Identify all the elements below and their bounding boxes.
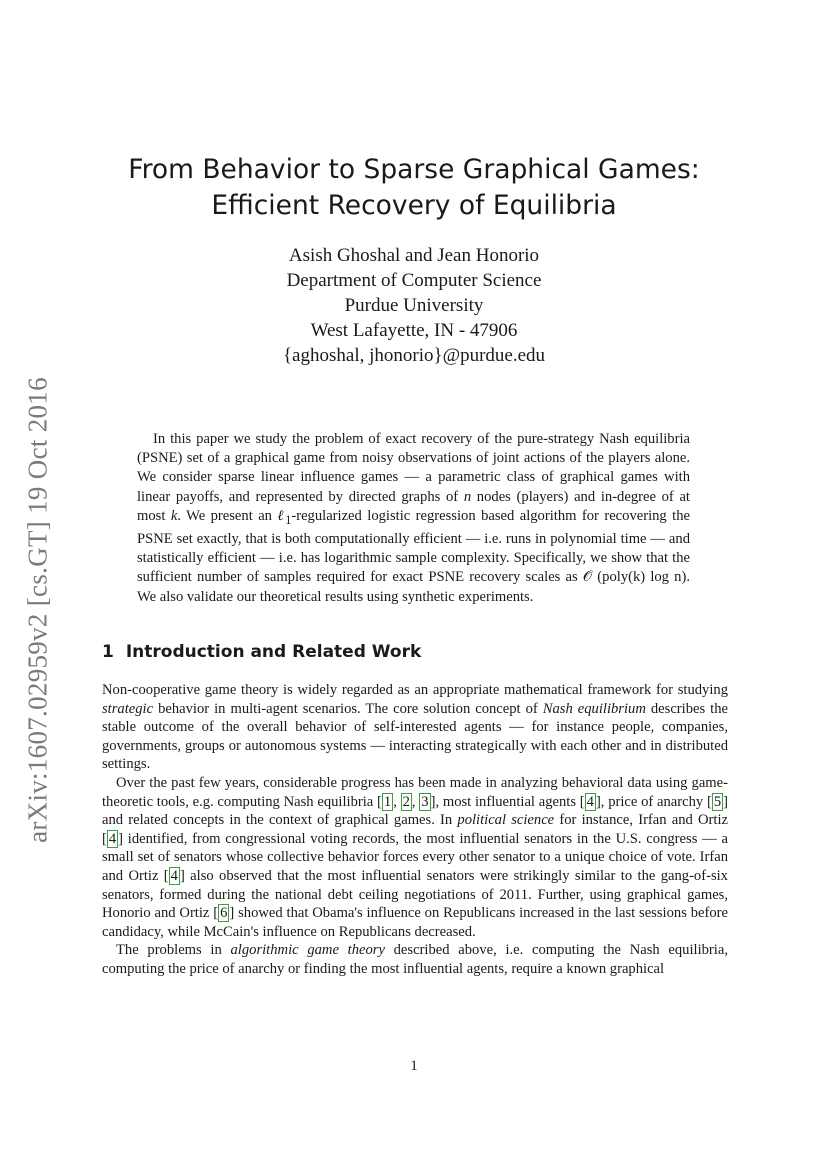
section-heading: [102, 642, 421, 662]
department: Department of Computer Science: [286, 270, 542, 291]
citation-link[interactable]: 4: [586, 793, 594, 810]
title-line-1: From Behavior to Sparse Graphical Games:: [128, 154, 700, 185]
paper-title: [0, 152, 828, 224]
title-line-2: Efficient Recovery of Equilibria: [211, 190, 617, 221]
math-complexity: 𝒪 (poly(k) log n): [582, 569, 687, 586]
citation-link[interactable]: 2: [402, 793, 410, 810]
section-title: Introduction and Related Work: [125, 642, 422, 662]
paragraph-2: [102, 774, 728, 941]
abstract-text: . We present an: [177, 507, 278, 524]
text: ], most influential agents [: [430, 793, 585, 810]
text: behavior in multi-agent scenarios. The core solution concept of: [153, 700, 543, 717]
citation-link[interactable]: 3: [421, 793, 429, 810]
math-n: n: [463, 488, 472, 505]
emphasis: Nash equilibrium: [542, 700, 646, 717]
citation-link[interactable]: 1: [383, 793, 392, 810]
section-number: 1: [102, 642, 114, 662]
math-ell-subscript: 1: [285, 512, 292, 527]
citation-link[interactable]: 5: [713, 793, 722, 810]
paragraph-1: [102, 681, 728, 774]
math-k: k: [170, 507, 178, 524]
paragraph-3: [102, 941, 728, 978]
text: for instance, Irfan and Ortiz [: [102, 812, 729, 847]
text: ,: [393, 793, 401, 810]
citation-link[interactable]: 4: [108, 830, 117, 847]
citation-link[interactable]: 6: [220, 905, 228, 922]
page-number: 1: [410, 1058, 418, 1074]
text: Non-cooperative game theory is widely regarded as an appropriate mathematical framework for studying: [102, 682, 728, 698]
abstract-text: . We also validate our theoretical results using synthetic experiments.: [137, 569, 690, 605]
arxiv-identifier: arXiv:1607.02959v2 [cs.GT] 19 Oct 2016: [22, 377, 53, 843]
abstract-text: -regularized logistic regression based algorithm for recovering the PSNE set exactly, that is both computationally efficient — i.e. runs in polynomial time — and statistically efficient — i.e. has logarithmic sample complexity. Specifically, we show that the sufficient number of samples required for exact PSNE recovery scales as: [137, 507, 690, 586]
text: ] also observed that the most influential senators were strikingly similar to the gang-of-six senators, formed during the national debt ceiling negotiations of 2011. Further, using graphical games, Honorio and Ortiz [: [102, 867, 728, 922]
math-ell: ℓ: [277, 507, 286, 524]
abstract: [137, 430, 690, 607]
emphasis: strategic: [102, 700, 154, 717]
text: ,: [411, 793, 420, 810]
email: {aghoshal, jhonorio}@purdue.edu: [282, 345, 546, 366]
text: ] showed that Obama's influence on Republicans increased in the last sessions before candidacy, while McCain's influence on Republicans decreased.: [102, 905, 728, 940]
location: West Lafayette, IN - 47906: [310, 320, 518, 341]
citation-link[interactable]: 4: [170, 867, 178, 884]
emphasis: algorithmic game theory: [230, 942, 385, 959]
abstract-text: In this paper we study the problem of exact recovery of the pure-strategy Nash equilibria (PSNE) set of a graphical game from noisy observations of joint actions of the players alone. We consider sparse linear influence games — a parametric class of graphical games with linear payoffs, and represented by directed graphs of: [137, 431, 690, 505]
text: The problems in: [116, 942, 231, 959]
text: described above, i.e. computing the Nash equilibria, computing the price of anarchy or finding the most influential agents, require a known graphical: [102, 942, 728, 977]
text: ] identified, from congressional voting records, the most influential senators in the U.S. congress — a small set of senators whose collective behavior forces every other senator to a unique choice of vote. Irfan and Ortiz [: [102, 830, 728, 884]
text: ], price of anarchy [: [595, 793, 712, 810]
author-names: Asish Ghoshal and Jean Honorio: [288, 245, 540, 266]
abstract-text: nodes (players) and in-degree of at most: [137, 488, 690, 524]
text: ] and related concepts in the context of graphical games. In: [102, 793, 729, 829]
abstract-paragraph: [137, 430, 690, 607]
emphasis: political science: [457, 812, 555, 829]
author-block: [0, 243, 828, 368]
university: Purdue University: [344, 295, 484, 316]
text: describes the stable outcome of the overall behavior of self-interested agents — for instance people, companies, governments, groups or autonomous systems — interacting strategically with each other and in distributed settings.: [102, 700, 728, 773]
text: Over the past few years, considerable progress has been made in analyzing behavioral data using game-theoretic tools, e.g. computing Nash equilibria [: [102, 774, 728, 810]
body-text: [102, 681, 728, 979]
